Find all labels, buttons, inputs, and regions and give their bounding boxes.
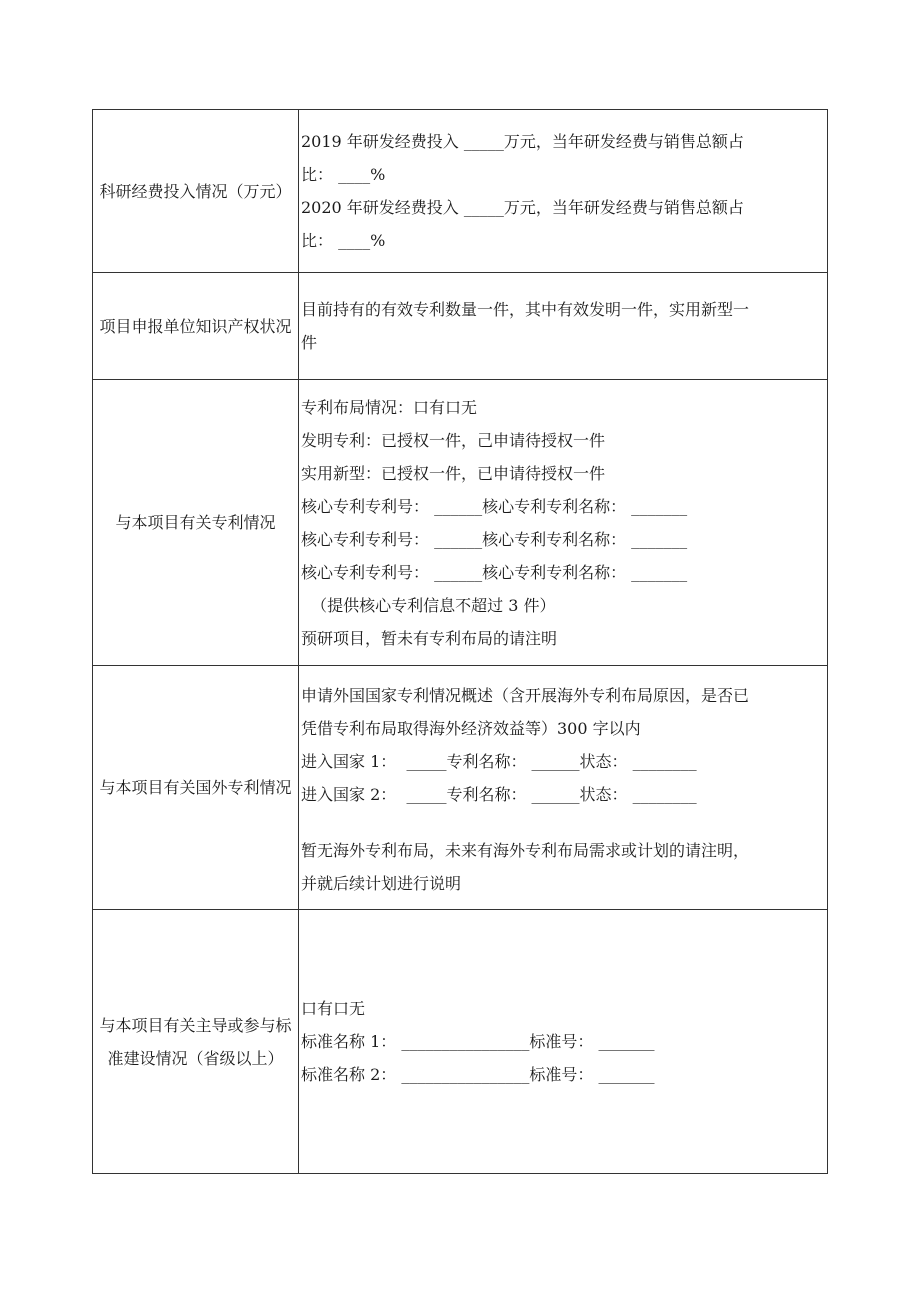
row-label-foreign-patents: 与本项目有关国外专利情况 [93,666,299,910]
utility-model-line: 实用新型：已授权一件，已申请待授权一件 [301,463,606,483]
entry-country-2-line: 进入国家 2： _____专利名称： ______状态： ________ [301,785,697,804]
standard-2-line: 标准名称 2： ________________标准号： _______ [301,1065,655,1084]
no-overseas-note-line-2: 并就后续计划进行说明 [301,874,462,893]
form-row-ip-status [93,273,828,380]
row-content-foreign-patents [299,666,828,910]
row-content-ip-status [299,273,828,380]
funding-2019-ratio-line: 比： ____% [301,165,386,184]
row-content-related-patents [299,380,828,666]
funding-2020-ratio-line: 比： ____% [301,231,386,250]
pre-research-note: 预研项目，暂未有专利布局的请注明 [301,628,558,648]
standards-yes-no-line: 口有口无 [301,999,366,1018]
core-patent-line-1: 核心专利专利号： ______核心专利专利名称： _______ [301,496,688,516]
funding-2019-line: 2019 年研发经费投入 _____万元，当年研发经费与销售总额占 [301,132,744,151]
form-row-foreign-patents [93,666,828,910]
standard-1-line: 标准名称 1： ________________标准号： _______ [301,1032,655,1051]
row-label-research-funding: 科研经费投入情况（万元） [93,110,299,273]
row-content-research-funding [299,110,828,273]
entry-country-1-line: 进入国家 1： _____专利名称： ______状态： ________ [301,752,697,771]
core-patent-line-2: 核心专利专利号： ______核心专利专利名称： _______ [301,529,688,549]
foreign-overview-line-1: 申请外国国家专利情况概述（含开展海外专利布局原因，是否已 [301,686,750,705]
form-row-related-patents [93,380,828,666]
ip-status-line-2: 件 [301,333,318,352]
core-patent-note: （提供核心专利信息不超过 3 件） [301,595,556,615]
row-label-related-patents: 与本项目有关专利情况 [93,380,299,666]
form-row-standards [93,910,828,1174]
foreign-overview-line-2: 凭借专利布局取得海外经济效益等）300 字以内 [301,719,641,738]
core-patent-line-3: 核心专利专利号： ______核心专利专利名称： _______ [301,562,688,582]
form-row-research-funding [93,110,828,273]
application-form-table [92,109,828,1174]
invention-patent-line: 发明专利：已授权一件，己申请待授权一件 [301,430,606,450]
no-overseas-note-line-1: 暂无海外专利布局，未来有海外专利布局需求或计划的请注明， [301,841,750,860]
paragraph-gap [301,811,825,834]
row-content-standards [299,910,828,1174]
funding-2020-line: 2020 年研发经费投入 _____万元，当年研发经费与销售总额占 [301,198,744,217]
row-label-ip-status: 项目申报单位知识产权状况 [93,273,299,380]
row-label-standards: 与本项目有关主导或参与标准建设情况（省级以上） [93,910,299,1174]
ip-status-line-1: 目前持有的有效专利数量一件，其中有效发明一件，实用新型一 [301,300,750,319]
patent-layout-line: 专利布局情况：口有口无 [301,397,478,417]
